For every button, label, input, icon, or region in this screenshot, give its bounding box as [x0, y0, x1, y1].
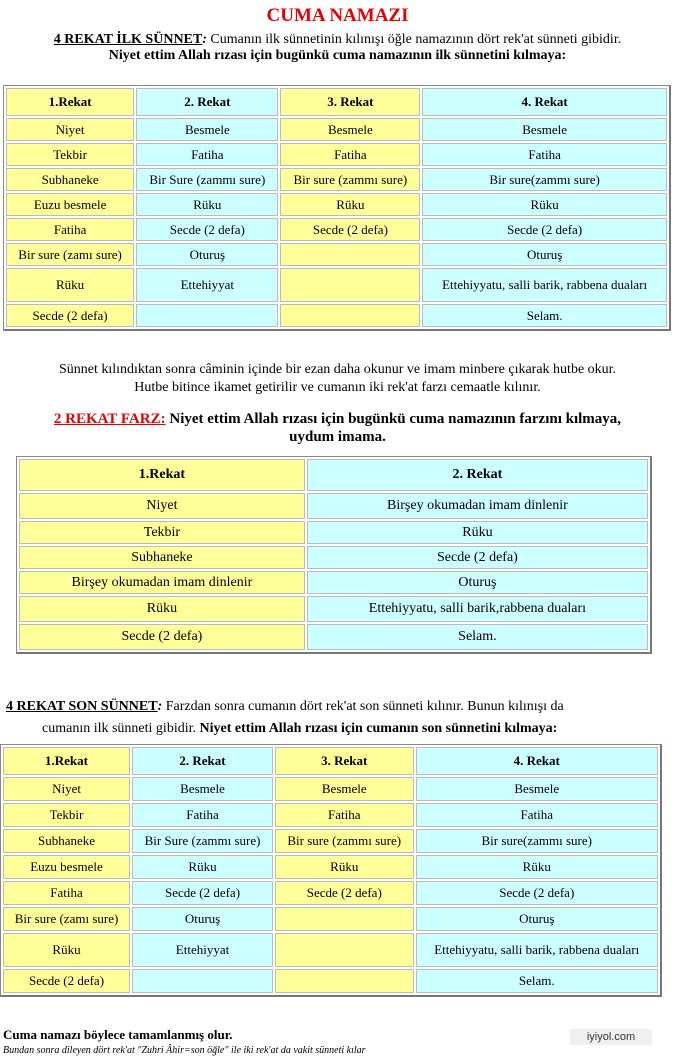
table-cell: Oturuş — [416, 907, 658, 931]
table-cell: Oturuş — [422, 243, 667, 266]
table-cell: Rüku — [416, 855, 658, 879]
section3-intro — [0, 696, 675, 740]
table-row — [3, 855, 658, 879]
table-row — [3, 881, 658, 905]
table-header-row — [19, 459, 648, 491]
table-cell: Bir sure (zammı sure) — [275, 829, 414, 853]
table-cell — [275, 907, 414, 931]
table-cell: Fatiha — [3, 881, 130, 905]
table-cell: Rüku — [307, 521, 648, 544]
table-cell: Besmele — [416, 777, 658, 801]
table-cell: Niyet — [3, 777, 130, 801]
site-logo[interactable]: iyiyol.com — [570, 1029, 652, 1045]
table-cell — [132, 969, 273, 993]
section3-heading: 4 REKAT SON SÜNNET — [6, 699, 158, 714]
table-row — [6, 243, 667, 266]
table-cell: Bir Sure (zammı sure) — [136, 168, 278, 191]
section3-table — [0, 744, 662, 997]
table-header-cell: 4. Rekat — [416, 747, 658, 775]
table-cell — [275, 969, 414, 993]
table-cell — [280, 243, 420, 266]
section1-heading: 4 REKAT İLK SÜNNET — [53, 32, 203, 47]
table-header-row — [6, 88, 667, 116]
table-cell: Rüku — [275, 855, 414, 879]
table-cell: Bir sure (zamı sure) — [6, 243, 134, 266]
table-row — [6, 304, 667, 327]
table-cell: Besmele — [280, 118, 420, 141]
table-cell: Niyet — [6, 118, 134, 141]
table-cell: Bir sure(zammı sure) — [416, 829, 658, 853]
table-cell: Besmele — [136, 118, 278, 141]
table-header-cell: 2. Rekat — [307, 459, 648, 491]
table-row — [6, 218, 667, 241]
table-row — [6, 193, 667, 216]
section1-table — [3, 85, 671, 331]
table-cell: Rüku — [132, 855, 273, 879]
table-cell: Birşey okumadan imam dinlenir — [19, 571, 305, 594]
table-row — [3, 829, 658, 853]
table-cell: Tekbir — [6, 143, 134, 166]
table-row — [19, 493, 648, 519]
table-cell: Ettehiyyatu, salli barik,rabbena duaları — [307, 596, 648, 622]
table-cell: Fatiha — [136, 143, 278, 166]
section1-intro — [0, 32, 675, 66]
table-row — [6, 168, 667, 191]
table-row — [19, 596, 648, 622]
between-line2: Hutbe bitince ikamet getirilir ve cumanın iki rek'at farzı cemaatle kılınır. — [134, 380, 541, 395]
table-cell — [136, 304, 278, 327]
table-cell: Tekbir — [19, 521, 305, 544]
table-header-cell: 1.Rekat — [19, 459, 305, 491]
table-cell: Fatiha — [132, 803, 273, 827]
table-row — [6, 118, 667, 141]
section3-desc2: cumanın ilk sünneti gibidir. — [42, 721, 200, 736]
section2-intro — [0, 410, 675, 446]
table-cell: Fatiha — [422, 143, 667, 166]
table-cell: Besmele — [422, 118, 667, 141]
table-header-cell: 4. Rekat — [422, 88, 667, 116]
table-cell: Oturuş — [132, 907, 273, 931]
table-cell: Selam. — [422, 304, 667, 327]
table-cell: Selam. — [307, 624, 648, 650]
table-cell: Rüku — [6, 268, 134, 302]
table-cell: Rüku — [280, 193, 420, 216]
table-cell: Birşey okumadan imam dinlenir — [307, 493, 648, 519]
table-row — [19, 546, 648, 569]
table-row — [19, 571, 648, 594]
table-cell: Ettehiyyatu, salli barik, rabbena duaları — [422, 268, 667, 302]
table-row — [3, 777, 658, 801]
table-cell: Bir sure (zamı sure) — [3, 907, 130, 931]
section1-desc: Cumanın ilk sünnetinin kılınışı öğle namazının dört rek'at sünneti gibidir. — [206, 32, 622, 47]
section3-desc1: Farzdan sonra cumanın dört rek'at son sünneti kılınır. Bunun kılınışı da — [162, 699, 564, 714]
table-cell — [280, 304, 420, 327]
table-cell: Rüku — [3, 933, 130, 967]
table-header-cell: 3. Rekat — [280, 88, 420, 116]
table-cell: Ettehiyyat — [132, 933, 273, 967]
section2-niyet-a: Niyet ettim Allah rızası için bugünkü cuma namazının farzını kılmaya, — [165, 411, 622, 427]
table-cell — [280, 268, 420, 302]
table-row — [3, 803, 658, 827]
table-cell: Oturuş — [307, 571, 648, 594]
table-cell — [275, 933, 414, 967]
table-cell: Subhaneke — [6, 168, 134, 191]
table-row — [3, 907, 658, 931]
table-cell: Subhaneke — [19, 546, 305, 569]
table-cell: Rüku — [422, 193, 667, 216]
table-cell: Niyet — [19, 493, 305, 519]
section2-niyet-b: uydum imama. — [289, 429, 386, 445]
table-cell: Secde (2 defa) — [275, 881, 414, 905]
table-cell: Secde (2 defa) — [19, 624, 305, 650]
table-cell: Fatiha — [6, 218, 134, 241]
table-header-cell: 2. Rekat — [136, 88, 278, 116]
table-header-cell: 2. Rekat — [132, 747, 273, 775]
footer-line1: Cuma namazı böylece tamamlanmış olur. — [3, 1027, 233, 1042]
table-cell: Rüku — [19, 596, 305, 622]
table-cell: Secde (2 defa) — [280, 218, 420, 241]
table-cell: Subhaneke — [3, 829, 130, 853]
table-row — [3, 969, 658, 993]
table-cell: Rüku — [136, 193, 278, 216]
page-title: CUMA NAMAZI — [266, 5, 409, 26]
table-header-row — [3, 747, 658, 775]
table-header-cell: 3. Rekat — [275, 747, 414, 775]
section3-niyet: Niyet ettim Allah rızası için cumanın son sünnetini kılmaya: — [199, 721, 558, 736]
table-cell: Oturuş — [136, 243, 278, 266]
table-cell: Bir sure(zammı sure) — [422, 168, 667, 191]
table-cell: Bir sure (zammı sure) — [280, 168, 420, 191]
table-cell: Secde (2 defa) — [3, 969, 130, 993]
table-cell: Secde (2 defa) — [307, 546, 648, 569]
table-cell: Fatiha — [416, 803, 658, 827]
between-paragraph — [0, 361, 675, 397]
section1-colon: : — [202, 32, 207, 47]
table-cell: Ettehiyyat — [136, 268, 278, 302]
table-row — [6, 143, 667, 166]
section1-niyet: Niyet ettim Allah rızası için bugünkü cuma namazının ilk sünnetini kılmaya: — [108, 48, 567, 63]
table-header-cell: 1.Rekat — [3, 747, 130, 775]
table-cell: Secde (2 defa) — [6, 304, 134, 327]
table-row — [19, 624, 648, 650]
between-line1: Sünnet kılındıktan sonra câminin içinde bir ezan daha okunur ve imam minbere çıkarak hutbe okur. — [58, 362, 617, 377]
table-cell: Euzu besmele — [6, 193, 134, 216]
table-cell: Fatiha — [280, 143, 420, 166]
table-cell: Besmele — [275, 777, 414, 801]
table-cell: Secde (2 defa) — [132, 881, 273, 905]
table-cell: Secde (2 defa) — [136, 218, 278, 241]
table-row — [6, 268, 667, 302]
section3-colon: : — [157, 699, 163, 714]
table-cell: Ettehiyyatu, salli barik, rabbena duaları — [416, 933, 658, 967]
table-cell: Secde (2 defa) — [422, 218, 667, 241]
table-header-cell: 1.Rekat — [6, 88, 134, 116]
table-cell: Selam. — [416, 969, 658, 993]
table-cell: Bir Sure (zammı sure) — [132, 829, 273, 853]
footer-line2: Bundan sonra dileyen dört rek'at "Zuhri Âhir=son öğle" ile iki rek'at da vakit sünneti kılar — [3, 1045, 366, 1056]
table-row — [19, 521, 648, 544]
table-cell: Besmele — [132, 777, 273, 801]
section2-heading: 2 REKAT FARZ: — [53, 411, 166, 427]
table-cell: Euzu besmele — [3, 855, 130, 879]
table-cell: Tekbir — [3, 803, 130, 827]
table-row — [3, 933, 658, 967]
section2-table — [16, 456, 652, 654]
table-cell: Fatiha — [275, 803, 414, 827]
table-cell: Secde (2 defa) — [416, 881, 658, 905]
